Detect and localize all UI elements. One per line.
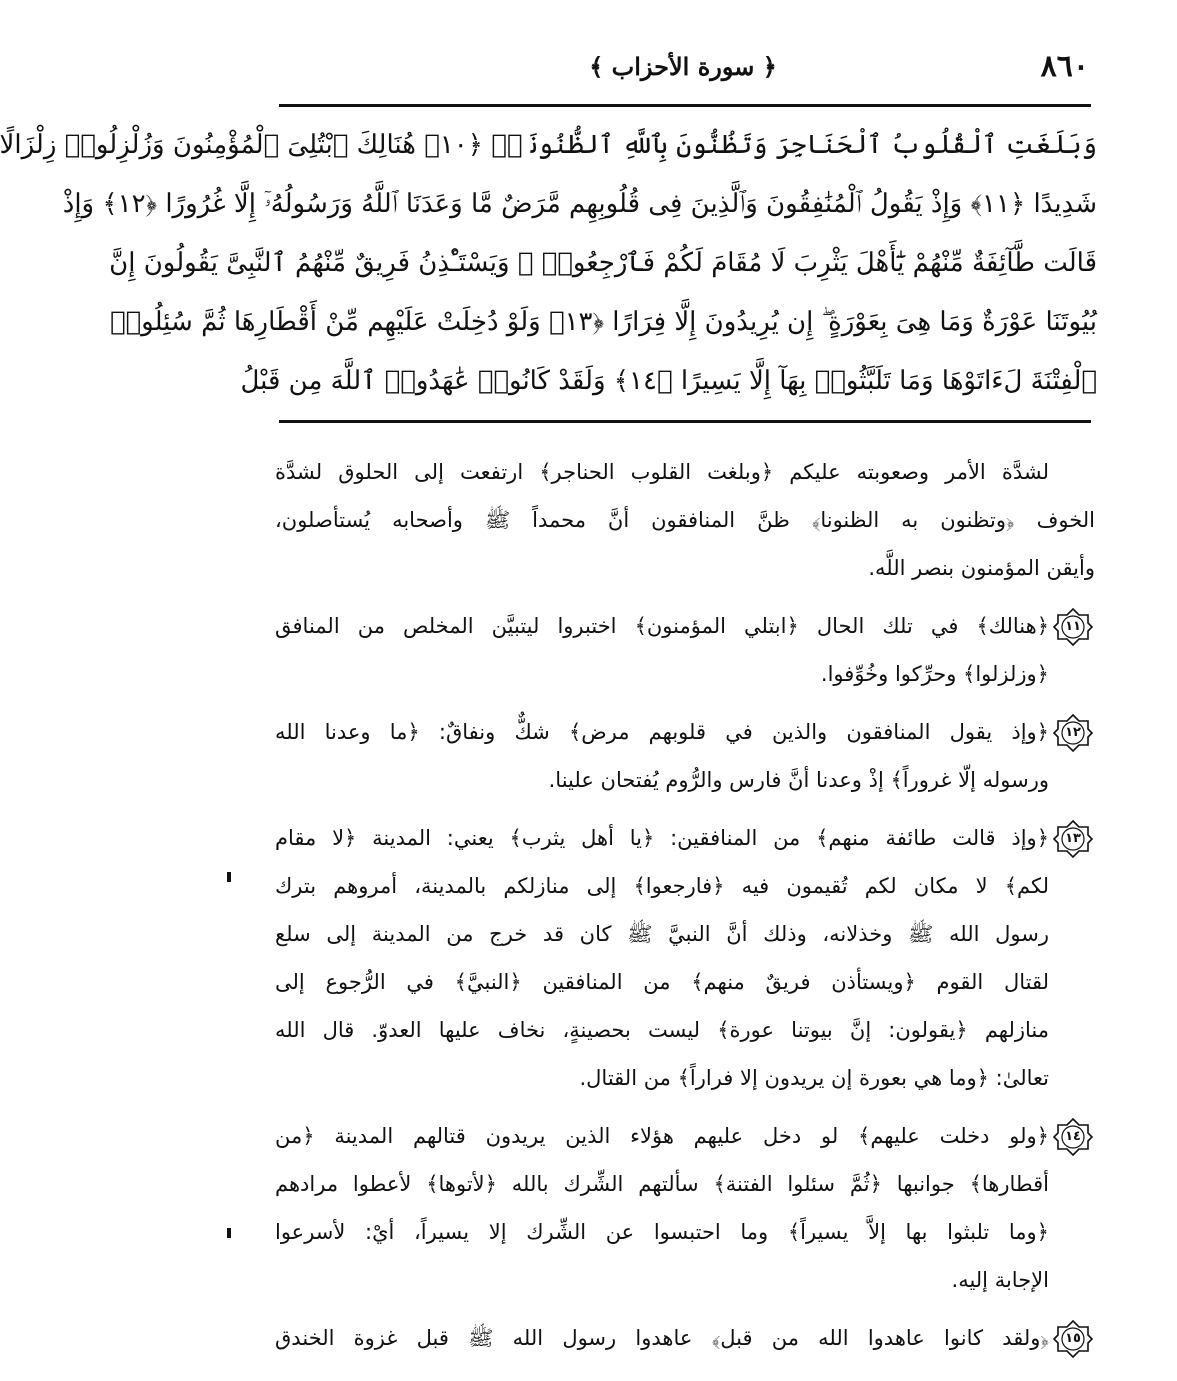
tafsir-line: ﴿وإذ قالت طائفة منهم﴾ من المنافقين: ﴿يا أهل يثرب﴾ يعني: المدينة ﴿لا مقام bbox=[275, 826, 1049, 850]
verse-marker-number: ١٤ bbox=[1065, 1129, 1081, 1144]
verse-marker-icon bbox=[1049, 820, 1095, 858]
verse-marker-number: ١٥ bbox=[1065, 1331, 1081, 1346]
tafsir-line: ﴿ولقد كانوا عاهدوا الله من قبل﴾ عاهدوا رسول الله ﷺ قبل غزوة الخندق bbox=[275, 1326, 1049, 1350]
tafsir-line: لقتال القوم ﴿ويستأذن فريقٌ منهم﴾ من المنافقين ﴿النبيَّ﴾ في الرُّجوع إلى bbox=[275, 970, 1049, 994]
surah-title: ﴿ سورة الأحزاب ﴾ bbox=[589, 52, 777, 81]
verse-marker-icon bbox=[1049, 608, 1095, 646]
tafsir-line: لكم﴾ لا مكان لكم تُقيمون فيه ﴿فارجعوا﴾ إلى منازلكم بالمدينة، أمروهم بترك bbox=[275, 874, 1049, 898]
tafsir-divider bbox=[279, 420, 1091, 423]
tafsir-paragraph-14 bbox=[275, 1112, 1095, 1304]
tafsir-line: ﴿ولو دخلت عليهم﴾ لو دخل عليهم هؤلاء الذين يريدون قتالهم المدينة ﴿من bbox=[275, 1124, 1049, 1148]
verse-marker-icon bbox=[1049, 714, 1095, 752]
tafsir-paragraph-continuation bbox=[275, 448, 1095, 592]
quran-line: وَبَلَغَتِ ٱلْقُلُوبُ ٱلْحَنَاجِرَ وَتَظُنُّونَ بِٱللَّهِ ٱلظُّنُونَا۠ ﴿١٠﴾ هُنَالِكَ ٱبْتُلِىَ ٱلْمُؤْمِنُونَ وَزُلْزِلُوا۟ زِلْزَالًا bbox=[0, 130, 1097, 160]
tafsir-line: ﴿هنالك﴾ في تلك الحال ﴿ابتلي المؤمنون﴾ اختبروا ليتبيَّن المخلص من المنافق bbox=[275, 614, 1049, 638]
margin-mark bbox=[227, 872, 231, 882]
tafsir-paragraph-11 bbox=[275, 602, 1095, 698]
tafsir-line: ﴿وإذ يقول المنافقون والذين في قلوبهم مرض﴾ شكٌّ ونفاقٌ: ﴿ما وعدنا الله bbox=[275, 720, 1049, 744]
verse-marker-icon bbox=[1049, 1118, 1095, 1156]
tafsir-line: أقطارها﴾ جوانبها ﴿ثُمَّ سئلوا الفتنة﴾ سألتهم الشِّرك بالله ﴿لأتوها﴾ لأعطوا مرادهم bbox=[275, 1172, 1049, 1196]
tafsir-line: تعالىٰ: ﴿وما هي بعورة إن يريدون إلا فراراً﴾ من القتال. bbox=[579, 1066, 1049, 1090]
tafsir-line: الخوف ﴿وتظنون به الظنونا﴾ ظنَّ المنافقون أنَّ محمداً ﷺ وأصحابه يُستأصلون، bbox=[275, 508, 1095, 532]
quran-text-block bbox=[0, 116, 1097, 412]
quran-line: ٱلْفِتْنَةَ لَءَاتَوْهَا وَمَا تَلَبَّثُوا۟ بِهَآ إِلَّا يَسِيرًا ﴿١٤﴾ وَلَقَدْ كَانُوا۟ عَٰهَدُوا۟ ٱللَّهَ مِن قَبْلُ bbox=[240, 366, 1097, 396]
tafsir-paragraph-13 bbox=[275, 814, 1095, 1102]
tafsir-block bbox=[275, 448, 1095, 1372]
verse-marker-icon bbox=[1049, 1320, 1095, 1358]
tafsir-line: ﴿وزلزلوا﴾ وحرِّكوا وخُوِّفوا. bbox=[820, 662, 1049, 686]
page-number: ٨٦٠ bbox=[1040, 49, 1089, 84]
quran-line: قَالَت طَّآئِفَةٌ مِّنْهُمْ يَٰٓأَهْلَ يَثْرِبَ لَا مُقَامَ لَكُمْ فَٱرْجِعُوا۟ ۚ وَيَسْتَـْٔذِنُ فَرِيقٌ مِّنْهُمُ ٱلنَّبِىَّ يَقُولُونَ إِنَّ bbox=[109, 248, 1097, 278]
tafsir-line: ورسوله إلّا غروراً﴾ إذْ وعدنا أنَّ فارس والرُّوم يُفتحان علينا. bbox=[548, 768, 1049, 792]
verse-marker-number: ١٢ bbox=[1065, 725, 1081, 740]
quran-line: شَدِيدًا ﴿١١﴾ وَإِذْ يَقُولُ ٱلْمُنَٰفِقُونَ وَٱلَّذِينَ فِى قُلُوبِهِم مَّرَضٌ مَّا وَعَدَنَا ٱللَّهُ وَرَسُولُهُۥٓ إِلَّا غُرُورًا ﴿١٢﴾ وَإِذْ bbox=[62, 189, 1097, 219]
header-divider bbox=[279, 104, 1091, 107]
quran-line: بُيُوتَنَا عَوْرَةٌ وَمَا هِىَ بِعَوْرَةٍ ۖ إِن يُرِيدُونَ إِلَّا فِرَارًا ﴿١٣﴾ وَلَوْ دُخِلَتْ عَلَيْهِم مِّنْ أَقْطَارِهَا ثُمَّ سُئِلُوا۟ bbox=[109, 307, 1097, 337]
tafsir-line: منازلهم ﴿يقولون: إنَّ بيوتنا عورة﴾ ليست بحصينةٍ، نخاف عليها العدوّ. قال الله bbox=[275, 1018, 1049, 1042]
tafsir-line: لشدَّة الأمر وصعوبته عليكم ﴿وبلغت القلوب الحناجر﴾ ارتفعت إلى الحلوق لشدَّة bbox=[275, 460, 1049, 484]
page-header bbox=[277, 42, 1089, 92]
tafsir-paragraph-12 bbox=[275, 708, 1095, 804]
tafsir-paragraph-15 bbox=[275, 1314, 1095, 1362]
tafsir-line: وأيقن المؤمنون بنصر اللَّه. bbox=[868, 556, 1095, 580]
tafsir-line: ﴿وما تلبثوا بها إلاَّ يسيراً﴾ وما احتبسوا عن الشِّرك إلا يسيراً، أيْ: لأسرعوا bbox=[275, 1220, 1049, 1244]
margin-mark bbox=[227, 1228, 231, 1238]
verse-marker-number: ١١ bbox=[1065, 619, 1081, 634]
tafsir-line: الإجابة إليه. bbox=[951, 1268, 1049, 1292]
verse-marker-number: ١٣ bbox=[1065, 831, 1081, 846]
tafsir-line: رسول الله ﷺ وخذلانه، وذلك أنَّ النبيَّ ﷺ كان قد خرج من المدينة إلى سلع bbox=[275, 922, 1049, 946]
